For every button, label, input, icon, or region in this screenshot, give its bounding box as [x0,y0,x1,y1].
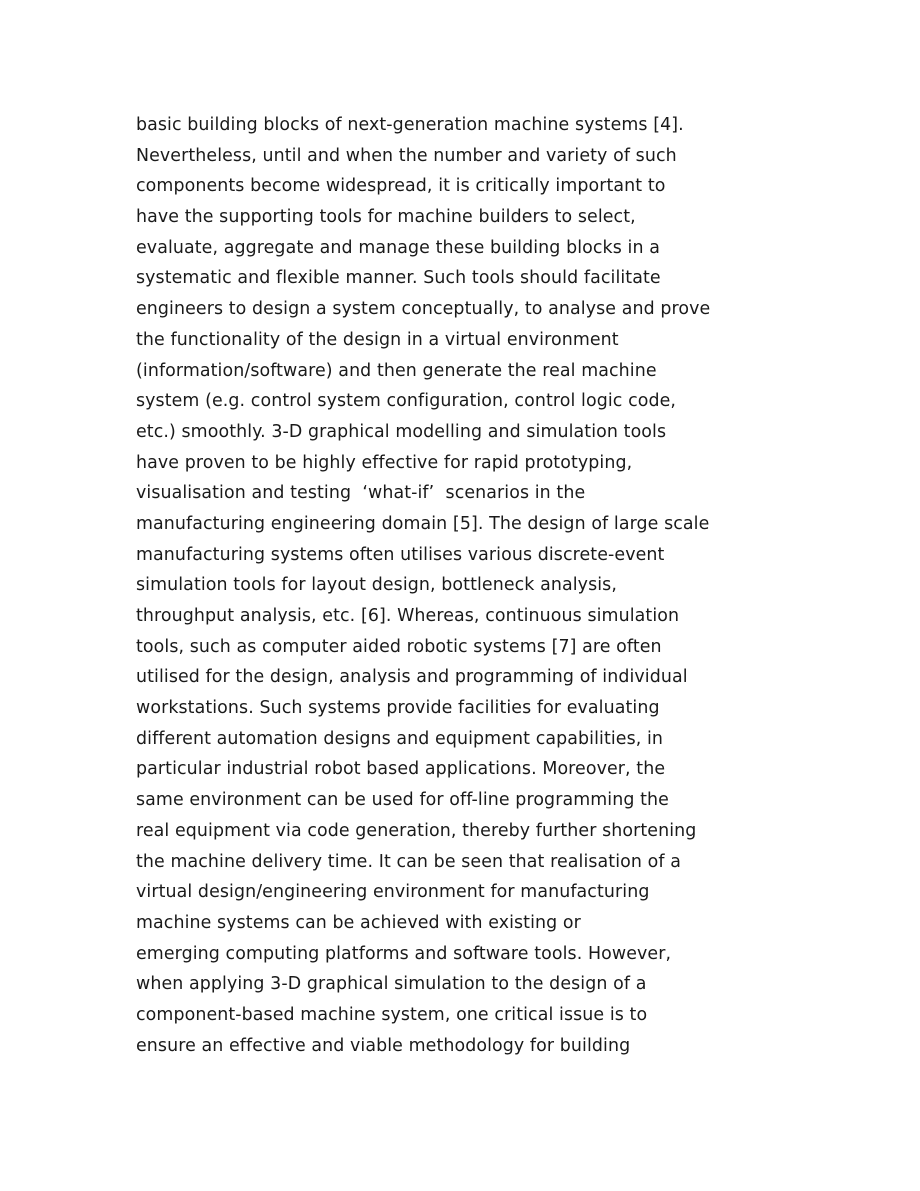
text-line: virtual design/engineering environment for manufacturing [136,882,650,903]
text-line: throughput analysis, etc. [6]. Whereas, continuous simulation [136,606,680,626]
text-line: manufacturing engineering domain [5]. The design of large scale [136,513,710,534]
text-line: machine systems can be achieved with existing or [136,912,581,933]
text-line: basic building blocks of next-generation machine systems [4]. [136,115,684,135]
text-line: tools, such as computer aided robotic systems [7] are often [136,636,662,657]
body-paragraph [136,110,796,1061]
text-line: Nevertheless, until and when the number and variety of such [136,145,677,166]
text-line: emerging computing platforms and software tools. However, [136,943,672,964]
text-line: particular industrial robot based applications. Moreover, the [136,759,666,780]
text-line: same environment can be used for off-line programming the [136,790,669,811]
text-line: have the supporting tools for machine builders to select, [136,207,636,228]
text-line: (information/software) and then generate the real machine [136,360,657,381]
text-line: when applying 3-D graphical simulation to the design of a [136,974,647,995]
text-line: system (e.g. control system configuration, control logic code, [136,391,677,412]
text-line: etc.) smoothly. 3-D graphical modelling and simulation tools [136,421,667,442]
text-line: ensure an effective and viable methodology for building [136,1035,631,1056]
text-line: simulation tools for layout design, bottleneck analysis, [136,575,617,596]
text-line: utilised for the design, analysis and programming of individual [136,667,688,688]
text-line: the machine delivery time. It can be seen that realisation of a [136,851,681,872]
text-line: systematic and flexible manner. Such tools should facilitate [136,268,661,289]
text-line: component-based machine system, one critical issue is to [136,1004,648,1025]
text-line: evaluate, aggregate and manage these building blocks in a [136,237,660,258]
text-line: real equipment via code generation, thereby further shortening [136,820,697,841]
text-line: have proven to be highly effective for rapid prototyping, [136,452,633,473]
text-line: manufacturing systems often utilises various discrete-event [136,544,665,565]
text-line: engineers to design a system conceptually, to analyse and prove [136,299,711,320]
text-line: the functionality of the design in a virtual environment [136,329,619,350]
text-line: components become widespread, it is critically important to [136,176,666,197]
text-line: visualisation and testing ‘what-if’ scenarios in the [136,483,586,504]
text-line: different automation designs and equipment capabilities, in [136,728,664,749]
text-line: workstations. Such systems provide facilities for evaluating [136,698,660,719]
